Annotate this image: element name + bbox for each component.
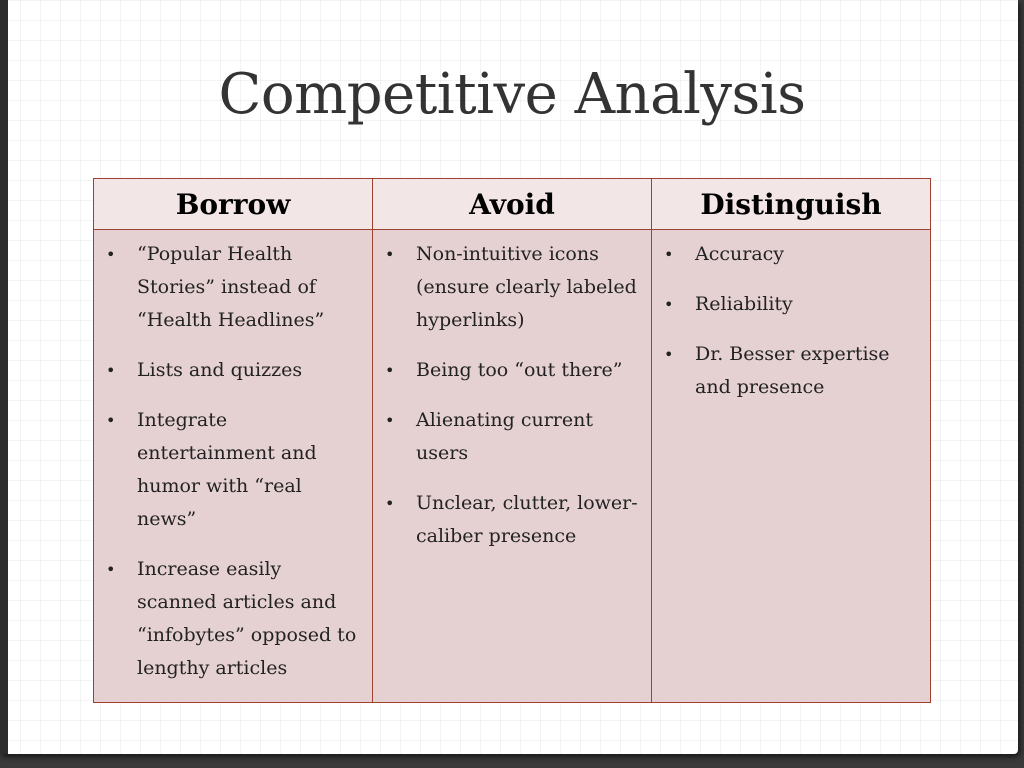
bullet-icon: • bbox=[385, 361, 395, 380]
distinguish-cell bbox=[652, 230, 931, 703]
list-item bbox=[377, 404, 641, 470]
list-item-text: Lists and quizzes bbox=[137, 359, 303, 381]
bullet-icon: • bbox=[664, 345, 674, 364]
list-item-text: Integrate entertainment and humor with “real news” bbox=[137, 409, 317, 530]
list-item-text: Increase easily scanned articles and “infobytes” opposed to lengthy articles bbox=[137, 558, 357, 679]
list-item-text: Accuracy bbox=[695, 243, 785, 265]
bullet-icon: • bbox=[385, 494, 395, 513]
header-avoid: Avoid bbox=[373, 179, 652, 230]
distinguish-list bbox=[656, 238, 920, 404]
avoid-list bbox=[377, 238, 641, 553]
header-row bbox=[94, 179, 931, 230]
list-item-text: Reliability bbox=[695, 293, 793, 315]
borrow-cell bbox=[94, 230, 373, 703]
list-item bbox=[377, 354, 641, 387]
list-item bbox=[98, 553, 362, 685]
body-row bbox=[94, 230, 931, 703]
list-item bbox=[98, 354, 362, 387]
bullet-icon: • bbox=[106, 245, 116, 264]
list-item bbox=[377, 238, 641, 337]
bullet-icon: • bbox=[106, 361, 116, 380]
avoid-cell bbox=[373, 230, 652, 703]
list-item-text: “Popular Health Stories” instead of “Health Headlines” bbox=[137, 243, 325, 331]
list-item bbox=[98, 404, 362, 536]
bullet-icon: • bbox=[664, 245, 674, 264]
bullet-icon: • bbox=[664, 295, 674, 314]
bullet-icon: • bbox=[385, 245, 395, 264]
bullet-icon: • bbox=[106, 411, 116, 430]
header-borrow: Borrow bbox=[94, 179, 373, 230]
header-distinguish: Distinguish bbox=[652, 179, 931, 230]
bullet-icon: • bbox=[106, 560, 116, 579]
list-item-text: Dr. Besser expertise and presence bbox=[695, 343, 890, 398]
list-item-text: Non-intuitive icons (ensure clearly labeled hyperlinks) bbox=[416, 243, 637, 331]
comparison-table bbox=[93, 178, 931, 703]
list-item-text: Unclear, clutter, lower-caliber presence bbox=[416, 492, 638, 547]
list-item bbox=[98, 238, 362, 337]
list-item-text: Alienating current users bbox=[416, 409, 593, 464]
list-item-text: Being too “out there” bbox=[416, 359, 623, 381]
list-item bbox=[377, 487, 641, 553]
list-item bbox=[656, 288, 920, 321]
slide-title: Competitive Analysis bbox=[218, 62, 806, 127]
list-item bbox=[656, 338, 920, 404]
list-item bbox=[656, 238, 920, 271]
bullet-icon: • bbox=[385, 411, 395, 430]
borrow-list bbox=[98, 238, 362, 685]
